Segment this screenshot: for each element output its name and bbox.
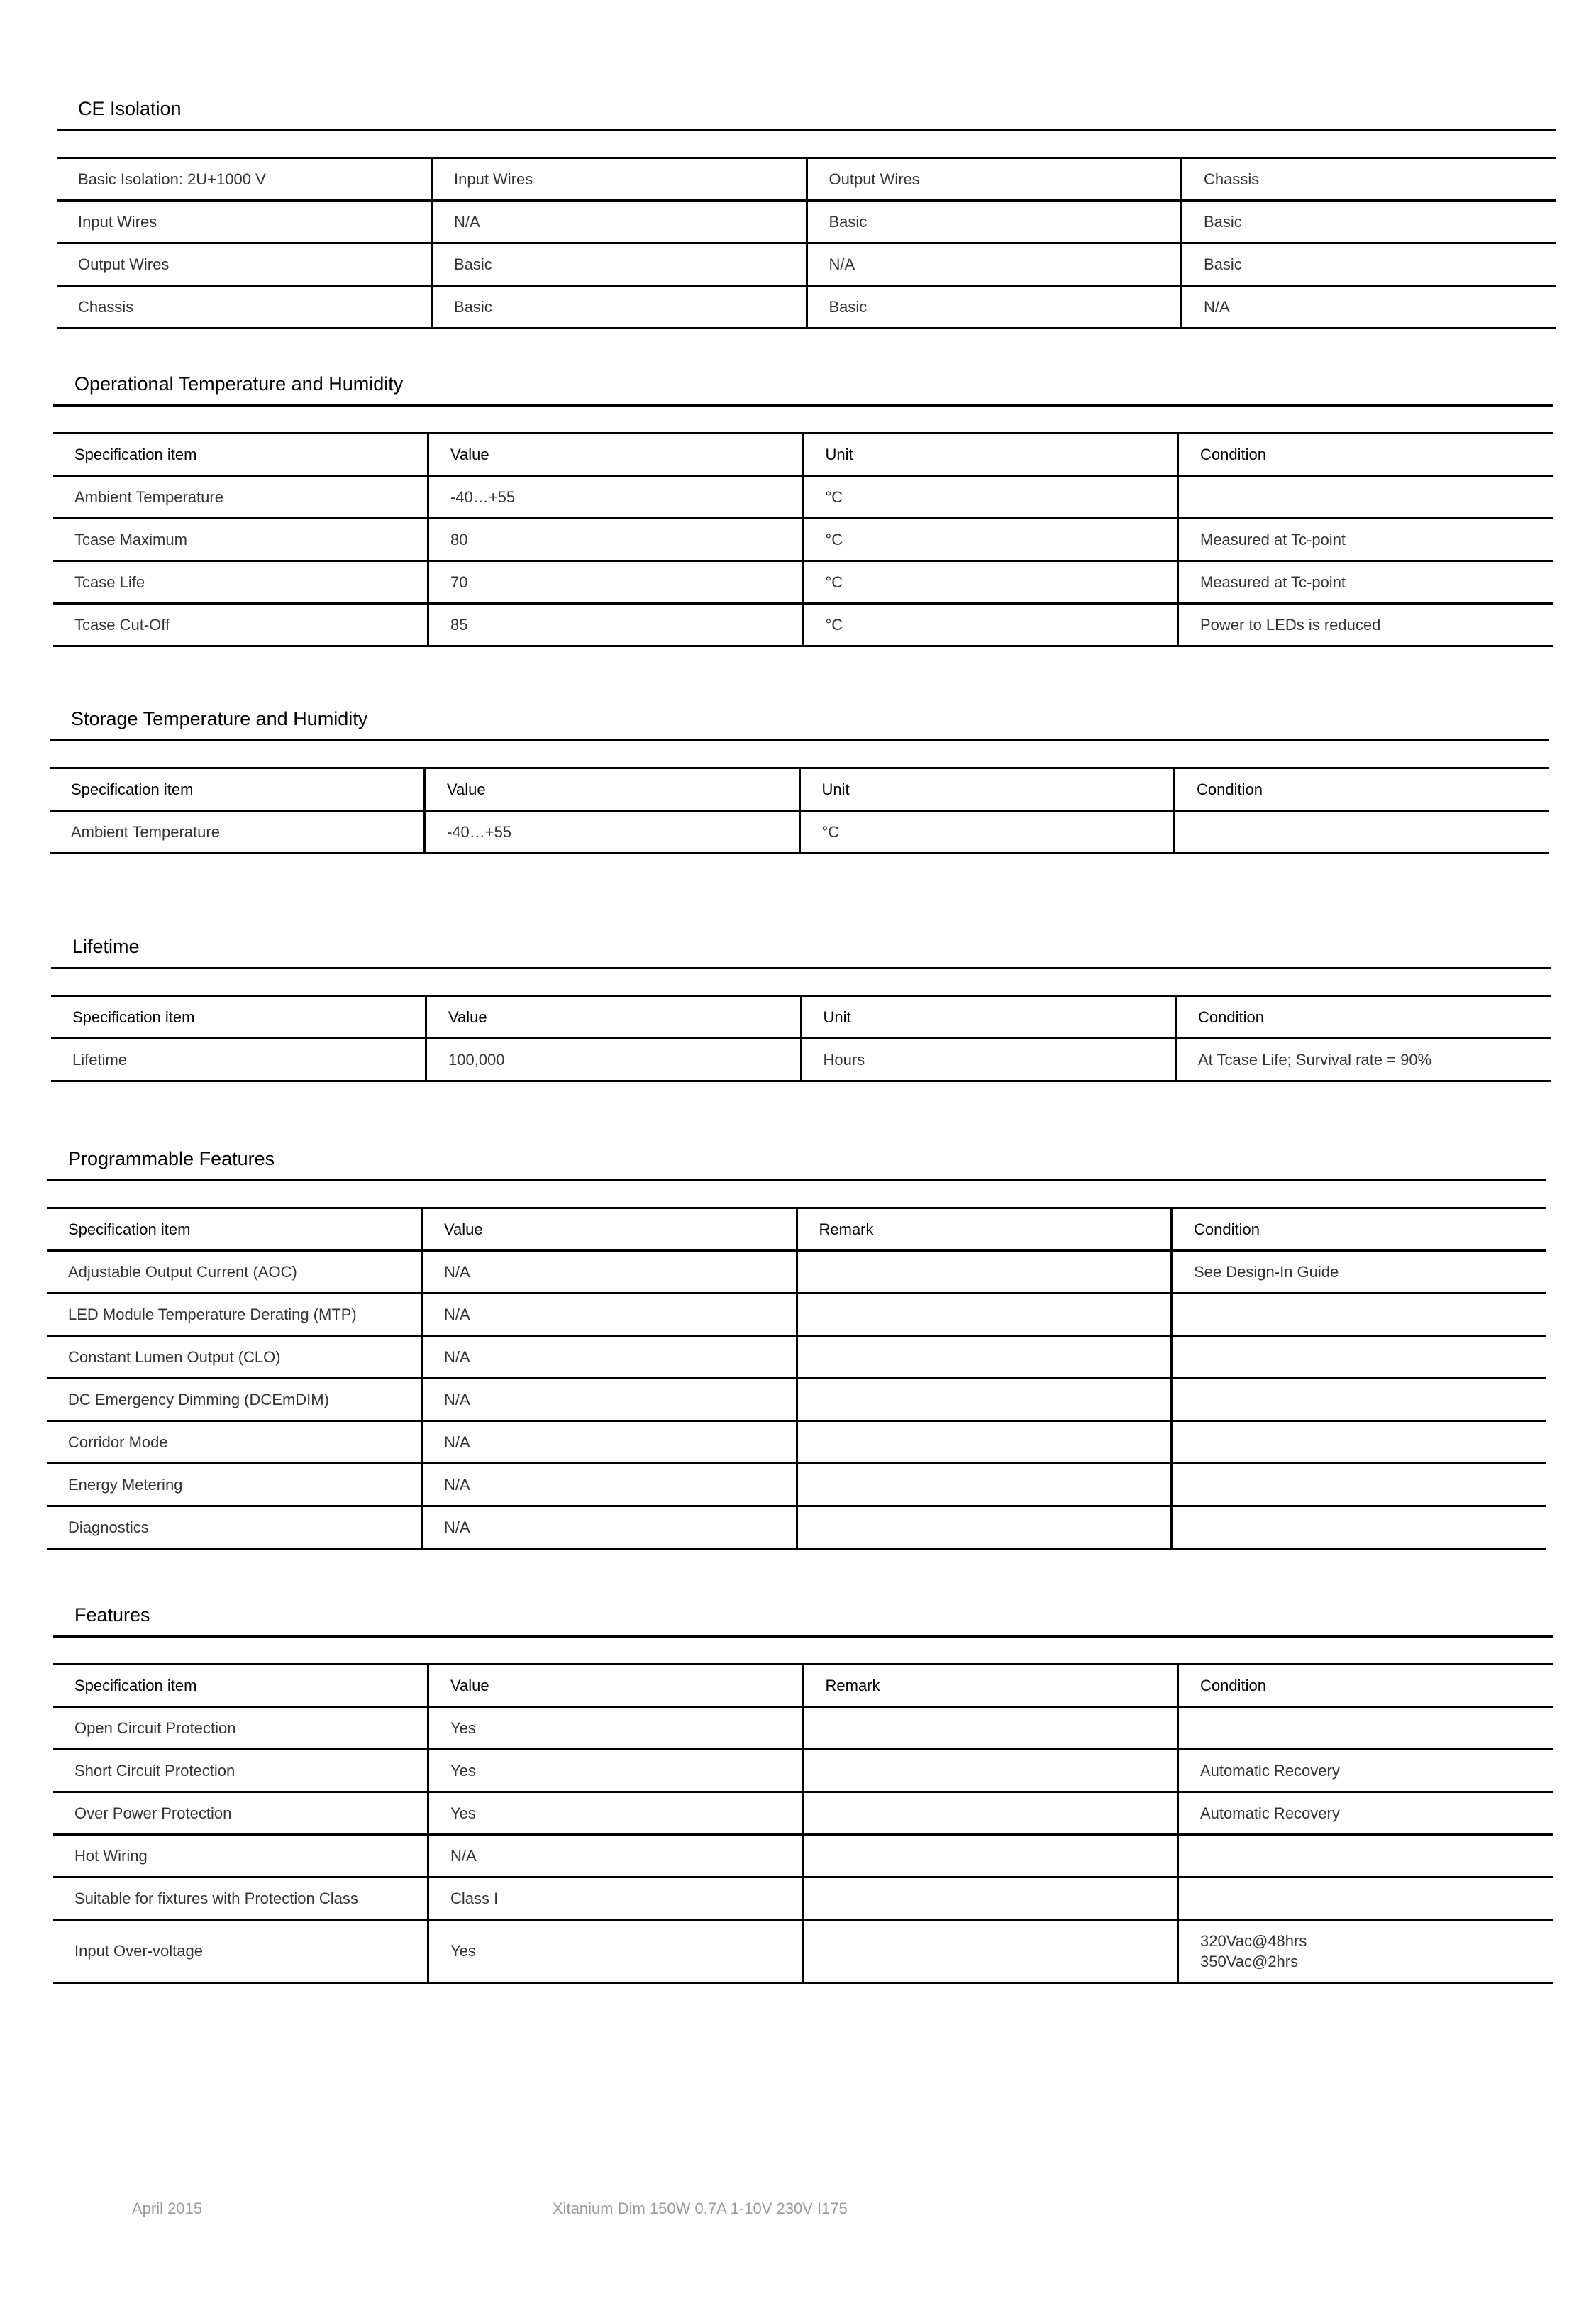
table-header-row: [51, 996, 1551, 1039]
table-cell: Yes: [428, 1707, 804, 1750]
table-cell: Energy Metering: [47, 1464, 422, 1506]
features-table: [53, 1663, 1553, 1984]
lifetime-table: [51, 995, 1551, 1082]
column-header: Specification item: [53, 1665, 428, 1707]
table-row: [53, 519, 1553, 561]
table-cell: [1178, 1707, 1553, 1750]
table-cell: Adjustable Output Current (AOC): [47, 1251, 422, 1293]
column-header: Remark: [797, 1208, 1172, 1251]
table-cell: Basic: [432, 286, 807, 329]
table-cell: 80: [428, 519, 804, 561]
table-cell: Basic: [1182, 243, 1557, 286]
storage-temperature-table: [50, 767, 1549, 854]
table-cell: Basic: [807, 201, 1182, 243]
table-header-row: [53, 1665, 1553, 1707]
table-cell: [1172, 1293, 1547, 1336]
table-cell: [803, 1707, 1178, 1750]
table-cell: [1175, 811, 1550, 854]
table-cell: Ambient Temperature: [50, 811, 425, 854]
table-cell: Automatic Recovery: [1178, 1792, 1553, 1835]
table-row: [57, 201, 1556, 243]
table-cell: Output Wires: [57, 243, 432, 286]
programmable-features-table: [47, 1207, 1546, 1550]
table-cell: -40…+55: [425, 811, 800, 854]
table-row: [53, 561, 1553, 604]
column-header: Condition: [1172, 1208, 1547, 1251]
table-cell: 320Vac@48hrs 350Vac@2hrs: [1178, 1920, 1553, 1983]
table-cell: [1178, 1835, 1553, 1877]
column-header: Specification item: [47, 1208, 422, 1251]
column-header: Value: [426, 996, 802, 1039]
operational-temperature-title: Operational Temperature and Humidity: [74, 373, 404, 395]
features-section: [53, 1594, 1553, 1984]
footer-product-name: Xitanium Dim 150W 0.7A 1-10V 230V I175: [553, 2200, 848, 2217]
table-cell: Corridor Mode: [47, 1421, 422, 1464]
table-cell: N/A: [422, 1336, 797, 1379]
table-cell: [803, 1792, 1178, 1835]
table-cell: Input Over-voltage: [53, 1920, 428, 1983]
table-row: [53, 1835, 1553, 1877]
table-cell: °C: [799, 811, 1175, 854]
table-cell: [1178, 476, 1553, 519]
table-cell: N/A: [807, 243, 1182, 286]
programmable-features-section: [47, 1138, 1546, 1550]
table-row: [47, 1293, 1546, 1336]
column-header: Value: [428, 434, 804, 476]
table-header-row: [47, 1208, 1546, 1251]
table-cell: N/A: [422, 1421, 797, 1464]
table-cell: DC Emergency Dimming (DCEmDIM): [47, 1379, 422, 1421]
table-row: [53, 1792, 1553, 1835]
table-cell: [797, 1421, 1172, 1464]
table-cell: Power to LEDs is reduced: [1178, 604, 1553, 646]
table-cell: [797, 1464, 1172, 1506]
table-cell: Basic Isolation: 2U+1000 V: [57, 158, 432, 201]
table-cell: N/A: [428, 1835, 804, 1877]
table-cell: Input Wires: [432, 158, 807, 201]
table-cell: Measured at Tc-point: [1178, 561, 1553, 604]
table-row: [57, 286, 1556, 329]
table-cell: [797, 1336, 1172, 1379]
ce-isolation-section: [57, 88, 1556, 329]
table-cell: Basic: [1182, 201, 1557, 243]
table-cell: N/A: [422, 1293, 797, 1336]
table-cell: Yes: [428, 1750, 804, 1792]
table-cell: Output Wires: [807, 158, 1182, 201]
column-header: Remark: [803, 1665, 1178, 1707]
table-cell: Hours: [801, 1039, 1176, 1081]
table-row: [53, 1750, 1553, 1792]
table-cell: Open Circuit Protection: [53, 1707, 428, 1750]
table-cell: [797, 1293, 1172, 1336]
table-cell: [797, 1379, 1172, 1421]
table-cell: N/A: [422, 1251, 797, 1293]
table-cell: Chassis: [1182, 158, 1557, 201]
table-cell: N/A: [422, 1464, 797, 1506]
table-cell: [803, 1750, 1178, 1792]
table-cell: [797, 1506, 1172, 1549]
table-cell: °C: [803, 476, 1178, 519]
table-cell: [1172, 1464, 1547, 1506]
table-cell: LED Module Temperature Derating (MTP): [47, 1293, 422, 1336]
table-cell: Automatic Recovery: [1178, 1750, 1553, 1792]
features-title: Features: [74, 1604, 150, 1626]
table-row: [53, 1920, 1553, 1983]
column-header: Specification item: [50, 768, 425, 811]
table-cell: Yes: [428, 1792, 804, 1835]
table-header-row: [53, 434, 1553, 476]
ce-isolation-table: [57, 157, 1556, 329]
footer-date: April 2015: [132, 2200, 203, 2217]
column-header: Condition: [1175, 768, 1550, 811]
table-cell: Hot Wiring: [53, 1835, 428, 1877]
table-cell: [1172, 1379, 1547, 1421]
operational-temperature-table: [53, 432, 1553, 647]
table-row: [53, 1877, 1553, 1920]
table-row: [57, 158, 1556, 201]
table-cell: Measured at Tc-point: [1178, 519, 1553, 561]
table-cell: [803, 1835, 1178, 1877]
table-cell: Input Wires: [57, 201, 432, 243]
table-cell: Short Circuit Protection: [53, 1750, 428, 1792]
operational-temperature-section: [53, 363, 1553, 647]
table-cell: -40…+55: [428, 476, 804, 519]
lifetime-title: Lifetime: [72, 936, 140, 957]
table-cell: Yes: [428, 1920, 804, 1983]
table-cell: [803, 1920, 1178, 1983]
column-header: Condition: [1178, 434, 1553, 476]
table-cell: Over Power Protection: [53, 1792, 428, 1835]
table-cell: [1178, 1877, 1553, 1920]
table-cell: 100,000: [426, 1039, 802, 1081]
table-row: [47, 1506, 1546, 1549]
table-row: [51, 1039, 1551, 1081]
table-cell: N/A: [432, 201, 807, 243]
table-row: [47, 1379, 1546, 1421]
table-cell: Basic: [432, 243, 807, 286]
table-header-row: [50, 768, 1549, 811]
table-cell: °C: [803, 519, 1178, 561]
table-cell: Lifetime: [51, 1039, 426, 1081]
table-cell: [1172, 1421, 1547, 1464]
table-row: [47, 1464, 1546, 1506]
table-cell: °C: [803, 561, 1178, 604]
column-header: Unit: [801, 996, 1176, 1039]
table-cell: Suitable for fixtures with Protection Class: [53, 1877, 428, 1920]
table-cell: Tcase Life: [53, 561, 428, 604]
column-header: Value: [428, 1665, 804, 1707]
table-row: [53, 1707, 1553, 1750]
storage-temperature-title: Storage Temperature and Humidity: [71, 708, 368, 729]
column-header: Specification item: [51, 996, 426, 1039]
table-cell: Tcase Maximum: [53, 519, 428, 561]
table-cell: Class I: [428, 1877, 804, 1920]
column-header: Unit: [803, 434, 1178, 476]
column-header: Unit: [799, 768, 1175, 811]
table-cell: [1172, 1336, 1547, 1379]
table-row: [47, 1251, 1546, 1293]
table-cell: 85: [428, 604, 804, 646]
table-cell: Tcase Cut-Off: [53, 604, 428, 646]
table-cell: 70: [428, 561, 804, 604]
column-header: Condition: [1178, 1665, 1553, 1707]
table-row: [47, 1421, 1546, 1464]
table-cell: [803, 1877, 1178, 1920]
table-cell: [1172, 1506, 1547, 1549]
ce-isolation-title: CE Isolation: [78, 98, 182, 119]
lifetime-section: [51, 926, 1551, 1082]
table-cell: See Design-In Guide: [1172, 1251, 1547, 1293]
table-cell: N/A: [422, 1379, 797, 1421]
column-header: Specification item: [53, 434, 428, 476]
table-row: [53, 604, 1553, 646]
programmable-features-title: Programmable Features: [68, 1148, 275, 1169]
table-cell: Basic: [807, 286, 1182, 329]
table-cell: Ambient Temperature: [53, 476, 428, 519]
table-cell: Chassis: [57, 286, 432, 329]
table-row: [50, 811, 1549, 854]
table-row: [57, 243, 1556, 286]
table-cell: Constant Lumen Output (CLO): [47, 1336, 422, 1379]
table-cell: Diagnostics: [47, 1506, 422, 1549]
table-cell: At Tcase Life; Survival rate = 90%: [1176, 1039, 1551, 1081]
table-cell: N/A: [422, 1506, 797, 1549]
table-row: [47, 1336, 1546, 1379]
table-cell: N/A: [1182, 286, 1557, 329]
column-header: Value: [425, 768, 800, 811]
table-cell: °C: [803, 604, 1178, 646]
storage-temperature-section: [50, 698, 1549, 854]
column-header: Value: [422, 1208, 797, 1251]
column-header: Condition: [1176, 996, 1551, 1039]
table-cell: [797, 1251, 1172, 1293]
table-row: [53, 476, 1553, 519]
